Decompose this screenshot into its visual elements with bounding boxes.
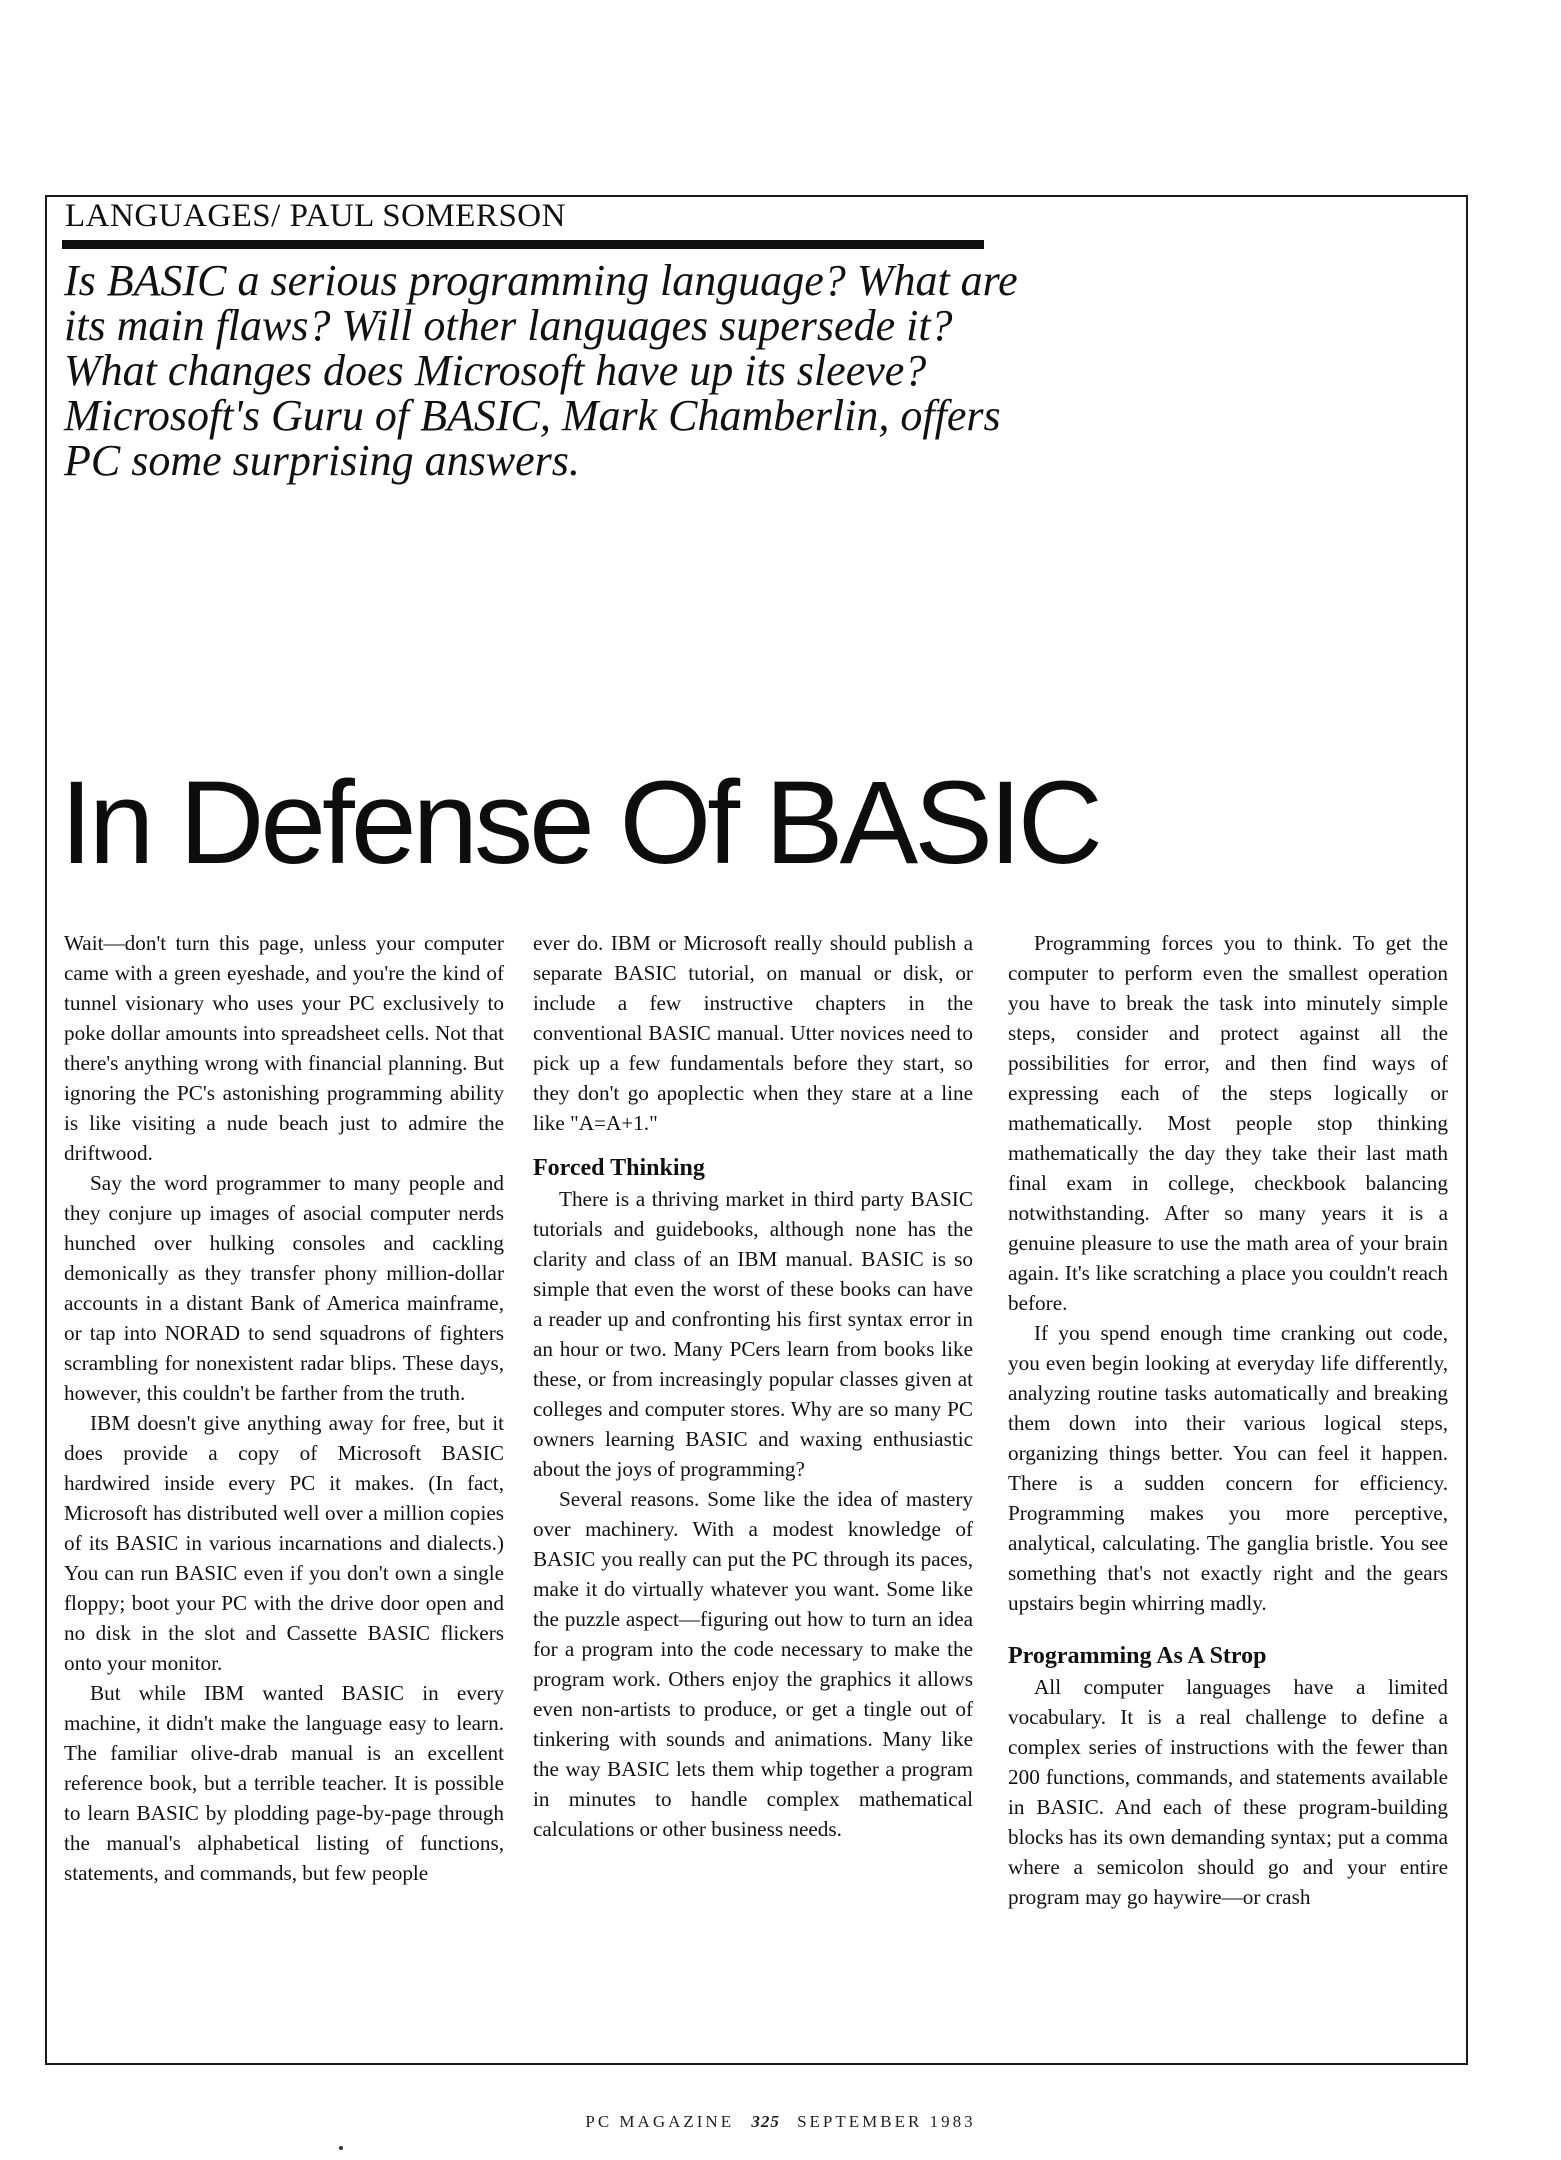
subheading-forced-thinking: Forced Thinking (533, 1155, 705, 1181)
paragraph: There is a thriving market in third party BASIC tutorials and guidebooks, although none has the clarity and class of an IBM manual. BASIC is so simple that even the worst of these books can have a reader up and confronting his first syntax error in an hour or two. Many PCers learn from books like these, or from increasingly popular classes given at colleges and computer stores. Why are so many PC owners learning BASIC and waxing enthusiastic about the joys of programming? (533, 1187, 973, 1481)
section-label: LANGUAGES/ PAUL SOMERSON (65, 198, 566, 234)
subheading-programming-as-a-strop: Programming As A Strop (1008, 1643, 1267, 1669)
paragraph: Programming forces you to think. To get the computer to perform even the smallest operation you have to break the task into minutely simple steps, consider and protect against all the possibilities for error, and then find ways of expressing each of the steps logically or mathematically. Most people stop thinking mathematically the day they take their last math final exam in college, checkbook balancing notwithstanding. After so many years it is a genuine pleasure to use the math area of your brain again. It's like scratching a place you couldn't reach before. (1008, 931, 1448, 1315)
footer-publication: PC MAGAZINE (585, 2112, 735, 2131)
scan-speck (339, 2146, 343, 2150)
paragraph: But while IBM wanted BASIC in every machine, it didn't make the language easy to learn. The familiar olive-drab manual is an excellent reference book, but a terrible teacher. It is possible to learn BASIC by plodding page-by-page through the manual's alphabetical listing of functions, statements, and commands, but few people (64, 1681, 504, 1885)
paragraph: If you spend enough time cranking out code, you even begin looking at everyday life differently, analyzing routine tasks automatically and breaking them down into their various logical steps, organizing things better. You can feel it happen. There is a sudden concern for efficiency. Programming makes you more perceptive, analytical, calculating. The ganglia bristle. You see something that's not exactly right and the gears upstairs begin whirring madly. (1008, 1321, 1448, 1615)
column-2 (533, 928, 973, 1844)
paragraph: Several reasons. Some like the idea of mastery over machinery. With a modest knowledge of BASIC you really can put the PC through its paces, make it do virtually whatever you want. Some like the puzzle aspect—figuring out how to turn an idea for a program into the code necessary to make the program work. Others enjoy the graphics it allows even non-artists to produce, or get a tingle out of tinkering with sounds and animations. Many like the way BASIC lets them whip together a program in minutes to handle complex mathematical calculations or other business needs. (533, 1487, 973, 1841)
paragraph: Wait—don't turn this page, unless your computer came with a green eyeshade, and you're the kind of tunnel visionary who uses your PC exclusively to poke dollar amounts into spreadsheet cells. Not that there's anything wrong with financial planning. But ignoring the PC's astonishing programming ability is like visiting a nude beach just to admire the driftwood. (64, 931, 504, 1165)
paragraph: IBM doesn't give anything away for free, but it does provide a copy of Microsoft BASIC hardwired inside every PC it makes. (In fact, Microsoft has distributed well over a million copies of its BASIC in various incarnations and dialects.) You can run BASIC even if you don't own a single floppy; boot your PC with the drive door open and no disk in the slot and Cassette BASIC flickers onto your monitor. (64, 1411, 504, 1675)
column-1 (64, 928, 504, 1888)
column-3 (1008, 928, 1448, 1912)
page-footer (0, 2112, 1561, 2132)
footer-page-number: 325 (751, 2112, 780, 2131)
paragraph: ever do. IBM or Microsoft really should publish a separate BASIC tutorial, on manual or disk, or include a few instructive chapters in the conventional BASIC manual. Utter novices need to pick up a few fundamentals before they start, so they don't go apoplectic when they stare at a line like "A=A+1." (533, 931, 973, 1135)
header-rule (62, 240, 984, 249)
paragraph: All computer languages have a limited vocabulary. It is a real challenge to define a complex series of instructions with the fewer than 200 functions, commands, and statements available in BASIC. And each of these program-building blocks has its own demanding syntax; put a comma where a semicolon should go and your entire program may go haywire—or crash (1008, 1675, 1448, 1909)
paragraph: Say the word programmer to many people and they conjure up images of asocial computer nerds hunched over hulking consoles and cackling demonically as they transfer phony million-dollar accounts in a distant Bank of America mainframe, or tap into NORAD to send squadrons of fighters scrambling for nonexistent radar blips. These days, however, this couldn't be farther from the truth. (64, 1171, 504, 1405)
article-dek: Is BASIC a serious programming language? What are its main flaws? Will other languages supersede it? What changes does Microsoft have up its sleeve? Microsoft's Guru of BASIC, Mark Chamberlin, offers PC some surprising answers. (64, 256, 1018, 485)
footer-date: SEPTEMBER 1983 (797, 2112, 976, 2131)
article-headline: In Defense Of BASIC (60, 757, 1099, 889)
